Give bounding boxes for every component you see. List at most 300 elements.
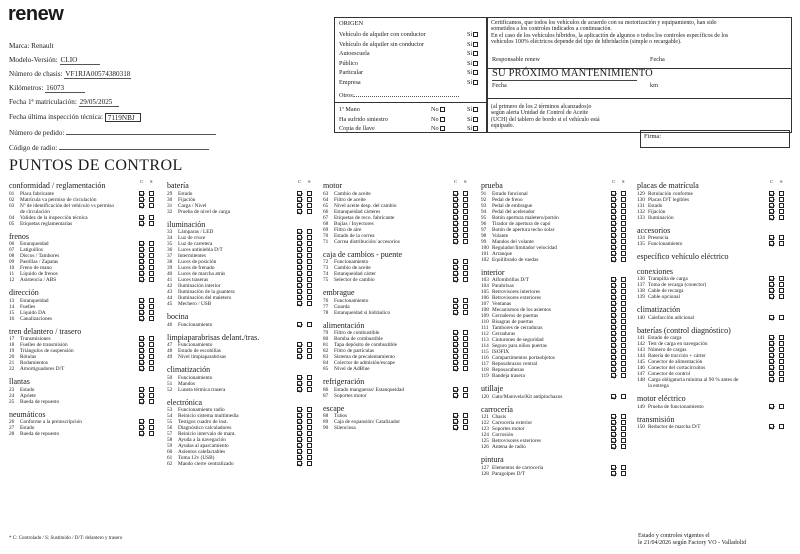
controlled-checkbox[interactable]	[139, 393, 144, 398]
controlled-checkbox[interactable]	[611, 432, 616, 437]
controlled-checkbox[interactable]	[139, 271, 144, 276]
origin-option-checkbox[interactable]	[467, 60, 478, 67]
controlled-checkbox[interactable]	[297, 431, 302, 436]
controlled-checkbox[interactable]	[453, 227, 458, 232]
controlled-checkbox[interactable]	[139, 191, 144, 196]
controlled-checkbox[interactable]	[297, 295, 302, 300]
replaced-checkbox[interactable]	[621, 227, 626, 232]
controlled-checkbox[interactable]	[297, 289, 302, 294]
controlled-checkbox[interactable]	[611, 251, 616, 256]
controlled-checkbox[interactable]	[453, 354, 458, 359]
replaced-checkbox[interactable]	[463, 304, 468, 309]
replaced-checkbox[interactable]	[621, 301, 626, 306]
controlled-checkbox[interactable]	[611, 343, 616, 348]
controlled-checkbox[interactable]	[453, 277, 458, 282]
controlled-checkbox[interactable]	[297, 407, 302, 412]
replaced-checkbox[interactable]	[779, 365, 784, 370]
controlled-checkbox[interactable]	[611, 283, 616, 288]
controlled-checkbox[interactable]	[453, 191, 458, 196]
controlled-checkbox[interactable]	[139, 316, 144, 321]
replaced-checkbox[interactable]	[621, 471, 626, 476]
replaced-checkbox[interactable]	[149, 191, 154, 196]
controlled-checkbox[interactable]	[453, 271, 458, 276]
origin-question-si[interactable]	[467, 116, 478, 123]
controlled-checkbox[interactable]	[297, 322, 302, 327]
controlled-checkbox[interactable]	[453, 330, 458, 335]
replaced-checkbox[interactable]	[463, 298, 468, 303]
controlled-checkbox[interactable]	[297, 277, 302, 282]
origin-option-checkbox[interactable]	[467, 31, 478, 38]
replaced-checkbox[interactable]	[621, 349, 626, 354]
replaced-checkbox[interactable]	[307, 449, 312, 454]
replaced-checkbox[interactable]	[149, 342, 154, 347]
replaced-checkbox[interactable]	[307, 253, 312, 258]
replaced-checkbox[interactable]	[621, 343, 626, 348]
replaced-checkbox[interactable]	[779, 191, 784, 196]
controlled-checkbox[interactable]	[611, 257, 616, 262]
controlled-checkbox[interactable]	[297, 419, 302, 424]
controlled-checkbox[interactable]	[453, 304, 458, 309]
origin-option-checkbox[interactable]	[467, 69, 478, 76]
replaced-checkbox[interactable]	[307, 375, 312, 380]
replaced-checkbox[interactable]	[463, 366, 468, 371]
controlled-checkbox[interactable]	[769, 365, 774, 370]
checkbox-icon[interactable]	[440, 117, 445, 122]
replaced-checkbox[interactable]	[779, 288, 784, 293]
replaced-checkbox[interactable]	[621, 289, 626, 294]
replaced-checkbox[interactable]	[779, 294, 784, 299]
replaced-checkbox[interactable]	[621, 373, 626, 378]
controlled-checkbox[interactable]	[769, 282, 774, 287]
replaced-checkbox[interactable]	[149, 354, 154, 359]
replaced-checkbox[interactable]	[307, 443, 312, 448]
replaced-checkbox[interactable]	[463, 360, 468, 365]
replaced-checkbox[interactable]	[149, 253, 154, 258]
controlled-checkbox[interactable]	[769, 235, 774, 240]
controlled-checkbox[interactable]	[611, 349, 616, 354]
controlled-checkbox[interactable]	[139, 310, 144, 315]
replaced-checkbox[interactable]	[463, 215, 468, 220]
replaced-checkbox[interactable]	[463, 387, 468, 392]
replaced-checkbox[interactable]	[779, 235, 784, 240]
origin-question-no[interactable]	[431, 116, 445, 123]
controlled-checkbox[interactable]	[611, 355, 616, 360]
controlled-checkbox[interactable]	[769, 215, 774, 220]
replaced-checkbox[interactable]	[621, 277, 626, 282]
replaced-checkbox[interactable]	[463, 203, 468, 208]
controlled-checkbox[interactable]	[139, 304, 144, 309]
controlled-checkbox[interactable]	[139, 253, 144, 258]
replaced-checkbox[interactable]	[307, 461, 312, 466]
controlled-checkbox[interactable]	[769, 209, 774, 214]
controlled-checkbox[interactable]	[139, 259, 144, 264]
controlled-checkbox[interactable]	[297, 241, 302, 246]
replaced-checkbox[interactable]	[621, 325, 626, 330]
replaced-checkbox[interactable]	[149, 431, 154, 436]
controlled-checkbox[interactable]	[611, 337, 616, 342]
controlled-checkbox[interactable]	[611, 373, 616, 378]
replaced-checkbox[interactable]	[307, 277, 312, 282]
controlled-checkbox[interactable]	[453, 419, 458, 424]
controlled-checkbox[interactable]	[611, 414, 616, 419]
replaced-checkbox[interactable]	[621, 313, 626, 318]
controlled-checkbox[interactable]	[453, 298, 458, 303]
controlled-checkbox[interactable]	[453, 209, 458, 214]
replaced-checkbox[interactable]	[307, 354, 312, 359]
controlled-checkbox[interactable]	[611, 197, 616, 202]
controlled-checkbox[interactable]	[611, 394, 616, 399]
checkbox-icon[interactable]	[473, 32, 478, 37]
controlled-checkbox[interactable]	[297, 259, 302, 264]
replaced-checkbox[interactable]	[779, 197, 784, 202]
controlled-checkbox[interactable]	[453, 265, 458, 270]
replaced-checkbox[interactable]	[621, 355, 626, 360]
controlled-checkbox[interactable]	[297, 461, 302, 466]
controlled-checkbox[interactable]	[297, 413, 302, 418]
replaced-checkbox[interactable]	[779, 203, 784, 208]
controlled-checkbox[interactable]	[139, 419, 144, 424]
replaced-checkbox[interactable]	[779, 215, 784, 220]
controlled-checkbox[interactable]	[769, 377, 774, 382]
replaced-checkbox[interactable]	[621, 331, 626, 336]
replaced-checkbox[interactable]	[307, 342, 312, 347]
replaced-checkbox[interactable]	[463, 310, 468, 315]
replaced-checkbox[interactable]	[307, 295, 312, 300]
controlled-checkbox[interactable]	[297, 387, 302, 392]
replaced-checkbox[interactable]	[149, 221, 154, 226]
controlled-checkbox[interactable]	[297, 247, 302, 252]
replaced-checkbox[interactable]	[307, 197, 312, 202]
origin-option-checkbox[interactable]	[467, 79, 478, 86]
controlled-checkbox[interactable]	[139, 241, 144, 246]
replaced-checkbox[interactable]	[779, 315, 784, 320]
origin-option-checkbox[interactable]	[467, 50, 478, 57]
checkbox-icon[interactable]	[473, 126, 478, 131]
replaced-checkbox[interactable]	[621, 420, 626, 425]
controlled-checkbox[interactable]	[453, 336, 458, 341]
replaced-checkbox[interactable]	[621, 337, 626, 342]
controlled-checkbox[interactable]	[453, 239, 458, 244]
controlled-checkbox[interactable]	[297, 253, 302, 258]
controlled-checkbox[interactable]	[297, 381, 302, 386]
replaced-checkbox[interactable]	[307, 271, 312, 276]
replaced-checkbox[interactable]	[307, 455, 312, 460]
replaced-checkbox[interactable]	[621, 251, 626, 256]
controlled-checkbox[interactable]	[297, 354, 302, 359]
controlled-checkbox[interactable]	[769, 347, 774, 352]
controlled-checkbox[interactable]	[297, 235, 302, 240]
replaced-checkbox[interactable]	[779, 347, 784, 352]
replaced-checkbox[interactable]	[149, 265, 154, 270]
controlled-checkbox[interactable]	[139, 277, 144, 282]
replaced-checkbox[interactable]	[621, 307, 626, 312]
replaced-checkbox[interactable]	[307, 425, 312, 430]
controlled-checkbox[interactable]	[297, 209, 302, 214]
replaced-checkbox[interactable]	[149, 360, 154, 365]
replaced-checkbox[interactable]	[621, 319, 626, 324]
replaced-checkbox[interactable]	[463, 227, 468, 232]
controlled-checkbox[interactable]	[611, 221, 616, 226]
controlled-checkbox[interactable]	[611, 307, 616, 312]
replaced-checkbox[interactable]	[149, 336, 154, 341]
replaced-checkbox[interactable]	[621, 432, 626, 437]
controlled-checkbox[interactable]	[453, 413, 458, 418]
controlled-checkbox[interactable]	[139, 387, 144, 392]
replaced-checkbox[interactable]	[779, 404, 784, 409]
controlled-checkbox[interactable]	[139, 360, 144, 365]
controlled-checkbox[interactable]	[769, 203, 774, 208]
replaced-checkbox[interactable]	[149, 247, 154, 252]
replaced-checkbox[interactable]	[463, 277, 468, 282]
replaced-checkbox[interactable]	[307, 289, 312, 294]
controlled-checkbox[interactable]	[139, 298, 144, 303]
replaced-checkbox[interactable]	[149, 203, 154, 208]
controlled-checkbox[interactable]	[611, 227, 616, 232]
controlled-checkbox[interactable]	[611, 313, 616, 318]
replaced-checkbox[interactable]	[779, 335, 784, 340]
replaced-checkbox[interactable]	[307, 259, 312, 264]
replaced-checkbox[interactable]	[779, 377, 784, 382]
replaced-checkbox[interactable]	[307, 203, 312, 208]
controlled-checkbox[interactable]	[139, 265, 144, 270]
replaced-checkbox[interactable]	[307, 348, 312, 353]
controlled-checkbox[interactable]	[453, 203, 458, 208]
controlled-checkbox[interactable]	[139, 215, 144, 220]
replaced-checkbox[interactable]	[463, 342, 468, 347]
controlled-checkbox[interactable]	[769, 404, 774, 409]
controlled-checkbox[interactable]	[769, 197, 774, 202]
replaced-checkbox[interactable]	[307, 241, 312, 246]
replaced-checkbox[interactable]	[779, 359, 784, 364]
controlled-checkbox[interactable]	[139, 431, 144, 436]
checkbox-icon[interactable]	[473, 61, 478, 66]
replaced-checkbox[interactable]	[621, 203, 626, 208]
controlled-checkbox[interactable]	[453, 215, 458, 220]
controlled-checkbox[interactable]	[297, 265, 302, 270]
controlled-checkbox[interactable]	[611, 215, 616, 220]
origin-question-si[interactable]	[467, 106, 478, 113]
replaced-checkbox[interactable]	[463, 413, 468, 418]
controlled-checkbox[interactable]	[453, 259, 458, 264]
checkbox-icon[interactable]	[473, 107, 478, 112]
replaced-checkbox[interactable]	[621, 295, 626, 300]
controlled-checkbox[interactable]	[769, 359, 774, 364]
replaced-checkbox[interactable]	[149, 259, 154, 264]
controlled-checkbox[interactable]	[611, 471, 616, 476]
controlled-checkbox[interactable]	[297, 443, 302, 448]
replaced-checkbox[interactable]	[307, 235, 312, 240]
origin-question-no[interactable]	[431, 106, 445, 113]
replaced-checkbox[interactable]	[463, 265, 468, 270]
controlled-checkbox[interactable]	[297, 455, 302, 460]
controlled-checkbox[interactable]	[769, 353, 774, 358]
replaced-checkbox[interactable]	[779, 276, 784, 281]
replaced-checkbox[interactable]	[621, 221, 626, 226]
checkbox-icon[interactable]	[473, 117, 478, 122]
controlled-checkbox[interactable]	[139, 342, 144, 347]
controlled-checkbox[interactable]	[611, 239, 616, 244]
replaced-checkbox[interactable]	[621, 283, 626, 288]
replaced-checkbox[interactable]	[779, 353, 784, 358]
replaced-checkbox[interactable]	[621, 394, 626, 399]
replaced-checkbox[interactable]	[149, 425, 154, 430]
replaced-checkbox[interactable]	[463, 354, 468, 359]
controlled-checkbox[interactable]	[611, 301, 616, 306]
controlled-checkbox[interactable]	[139, 247, 144, 252]
controlled-checkbox[interactable]	[611, 191, 616, 196]
replaced-checkbox[interactable]	[149, 310, 154, 315]
controlled-checkbox[interactable]	[769, 335, 774, 340]
controlled-checkbox[interactable]	[139, 399, 144, 404]
replaced-checkbox[interactable]	[149, 277, 154, 282]
controlled-checkbox[interactable]	[769, 424, 774, 429]
replaced-checkbox[interactable]	[621, 245, 626, 250]
controlled-checkbox[interactable]	[769, 341, 774, 346]
controlled-checkbox[interactable]	[611, 367, 616, 372]
controlled-checkbox[interactable]	[611, 426, 616, 431]
replaced-checkbox[interactable]	[621, 426, 626, 431]
controlled-checkbox[interactable]	[611, 438, 616, 443]
controlled-checkbox[interactable]	[139, 203, 144, 208]
controlled-checkbox[interactable]	[297, 375, 302, 380]
controlled-checkbox[interactable]	[769, 276, 774, 281]
controlled-checkbox[interactable]	[139, 336, 144, 341]
controlled-checkbox[interactable]	[611, 209, 616, 214]
controlled-checkbox[interactable]	[297, 191, 302, 196]
replaced-checkbox[interactable]	[463, 197, 468, 202]
replaced-checkbox[interactable]	[621, 233, 626, 238]
controlled-checkbox[interactable]	[611, 465, 616, 470]
controlled-checkbox[interactable]	[611, 233, 616, 238]
controlled-checkbox[interactable]	[611, 325, 616, 330]
controlled-checkbox[interactable]	[453, 310, 458, 315]
origin-question-si[interactable]	[467, 125, 478, 132]
replaced-checkbox[interactable]	[463, 209, 468, 214]
replaced-checkbox[interactable]	[307, 381, 312, 386]
controlled-checkbox[interactable]	[769, 371, 774, 376]
controlled-checkbox[interactable]	[611, 444, 616, 449]
checkbox-icon[interactable]	[440, 126, 445, 131]
replaced-checkbox[interactable]	[307, 407, 312, 412]
controlled-checkbox[interactable]	[453, 360, 458, 365]
controlled-checkbox[interactable]	[769, 191, 774, 196]
controlled-checkbox[interactable]	[297, 203, 302, 208]
controlled-checkbox[interactable]	[297, 449, 302, 454]
replaced-checkbox[interactable]	[621, 367, 626, 372]
replaced-checkbox[interactable]	[149, 419, 154, 424]
replaced-checkbox[interactable]	[621, 438, 626, 443]
checkbox-icon[interactable]	[440, 107, 445, 112]
controlled-checkbox[interactable]	[139, 354, 144, 359]
replaced-checkbox[interactable]	[621, 239, 626, 244]
replaced-checkbox[interactable]	[149, 316, 154, 321]
controlled-checkbox[interactable]	[769, 288, 774, 293]
replaced-checkbox[interactable]	[621, 209, 626, 214]
replaced-checkbox[interactable]	[149, 197, 154, 202]
replaced-checkbox[interactable]	[307, 413, 312, 418]
replaced-checkbox[interactable]	[149, 393, 154, 398]
controlled-checkbox[interactable]	[769, 241, 774, 246]
replaced-checkbox[interactable]	[463, 419, 468, 424]
replaced-checkbox[interactable]	[463, 336, 468, 341]
replaced-checkbox[interactable]	[463, 233, 468, 238]
checkbox-icon[interactable]	[473, 80, 478, 85]
controlled-checkbox[interactable]	[611, 277, 616, 282]
controlled-checkbox[interactable]	[297, 197, 302, 202]
replaced-checkbox[interactable]	[621, 444, 626, 449]
controlled-checkbox[interactable]	[139, 197, 144, 202]
replaced-checkbox[interactable]	[779, 341, 784, 346]
replaced-checkbox[interactable]	[307, 437, 312, 442]
controlled-checkbox[interactable]	[453, 387, 458, 392]
replaced-checkbox[interactable]	[463, 348, 468, 353]
controlled-checkbox[interactable]	[611, 203, 616, 208]
replaced-checkbox[interactable]	[621, 361, 626, 366]
replaced-checkbox[interactable]	[149, 348, 154, 353]
origin-question-no[interactable]	[431, 125, 445, 132]
replaced-checkbox[interactable]	[621, 257, 626, 262]
controlled-checkbox[interactable]	[297, 229, 302, 234]
controlled-checkbox[interactable]	[453, 233, 458, 238]
controlled-checkbox[interactable]	[611, 420, 616, 425]
controlled-checkbox[interactable]	[139, 366, 144, 371]
replaced-checkbox[interactable]	[463, 330, 468, 335]
replaced-checkbox[interactable]	[779, 424, 784, 429]
replaced-checkbox[interactable]	[463, 239, 468, 244]
replaced-checkbox[interactable]	[779, 282, 784, 287]
replaced-checkbox[interactable]	[307, 419, 312, 424]
origin-option-checkbox[interactable]	[467, 41, 478, 48]
controlled-checkbox[interactable]	[139, 221, 144, 226]
controlled-checkbox[interactable]	[453, 197, 458, 202]
controlled-checkbox[interactable]	[611, 245, 616, 250]
controlled-checkbox[interactable]	[297, 348, 302, 353]
replaced-checkbox[interactable]	[307, 229, 312, 234]
replaced-checkbox[interactable]	[779, 209, 784, 214]
replaced-checkbox[interactable]	[149, 241, 154, 246]
replaced-checkbox[interactable]	[307, 431, 312, 436]
replaced-checkbox[interactable]	[307, 265, 312, 270]
checkbox-icon[interactable]	[473, 42, 478, 47]
controlled-checkbox[interactable]	[453, 425, 458, 430]
replaced-checkbox[interactable]	[149, 271, 154, 276]
replaced-checkbox[interactable]	[307, 247, 312, 252]
controlled-checkbox[interactable]	[139, 425, 144, 430]
replaced-checkbox[interactable]	[621, 414, 626, 419]
replaced-checkbox[interactable]	[307, 283, 312, 288]
controlled-checkbox[interactable]	[611, 361, 616, 366]
controlled-checkbox[interactable]	[611, 319, 616, 324]
replaced-checkbox[interactable]	[307, 209, 312, 214]
replaced-checkbox[interactable]	[463, 393, 468, 398]
controlled-checkbox[interactable]	[297, 425, 302, 430]
controlled-checkbox[interactable]	[297, 283, 302, 288]
replaced-checkbox[interactable]	[149, 215, 154, 220]
controlled-checkbox[interactable]	[611, 331, 616, 336]
replaced-checkbox[interactable]	[463, 425, 468, 430]
controlled-checkbox[interactable]	[453, 366, 458, 371]
controlled-checkbox[interactable]	[611, 295, 616, 300]
controlled-checkbox[interactable]	[769, 294, 774, 299]
controlled-checkbox[interactable]	[297, 437, 302, 442]
replaced-checkbox[interactable]	[149, 366, 154, 371]
replaced-checkbox[interactable]	[307, 301, 312, 306]
controlled-checkbox[interactable]	[453, 393, 458, 398]
replaced-checkbox[interactable]	[149, 298, 154, 303]
replaced-checkbox[interactable]	[463, 221, 468, 226]
controlled-checkbox[interactable]	[769, 315, 774, 320]
replaced-checkbox[interactable]	[149, 304, 154, 309]
